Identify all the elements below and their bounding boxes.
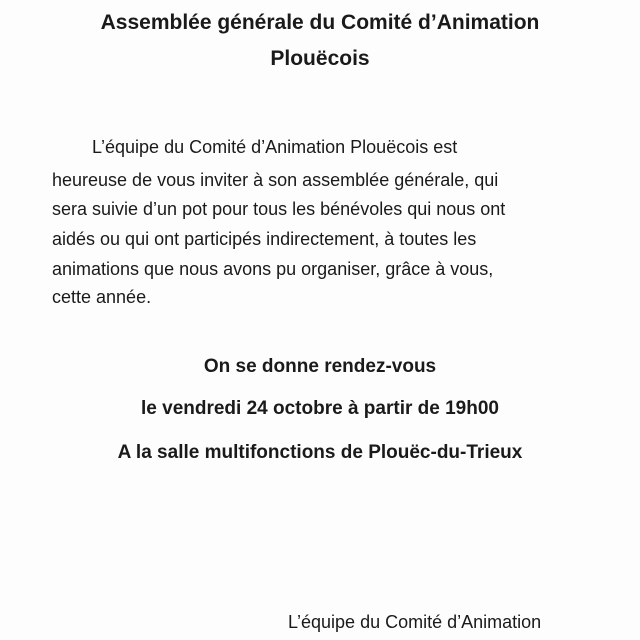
signature: L’équipe du Comité d’Animation <box>288 612 542 632</box>
paragraph-line: cette année. <box>52 287 152 307</box>
event-date: le vendredi 24 octobre à partir de 19h00 <box>141 398 499 419</box>
document-title: Assemblée générale du Comité d’Animation <box>100 11 540 34</box>
paragraph-line: L’équipe du Comité d’Animation Plouëcois est <box>92 137 458 157</box>
paragraph-line: heureuse de vous inviter à son assemblée générale, qui <box>52 170 499 190</box>
paragraph-line: aidés ou qui ont participés indirectement, à toutes les <box>52 229 477 249</box>
event-location: A la salle multifonctions de Plouëc-du-Trieux <box>117 442 523 463</box>
paragraph-line: sera suivie d’un pot pour tous les bénévoles qui nous ont <box>52 199 506 219</box>
rendezvous-heading: On se donne rendez-vous <box>203 356 437 377</box>
document-title-continued: Plouëcois <box>270 47 370 70</box>
paragraph-line: animations que nous avons pu organiser, grâce à vous, <box>52 259 494 279</box>
